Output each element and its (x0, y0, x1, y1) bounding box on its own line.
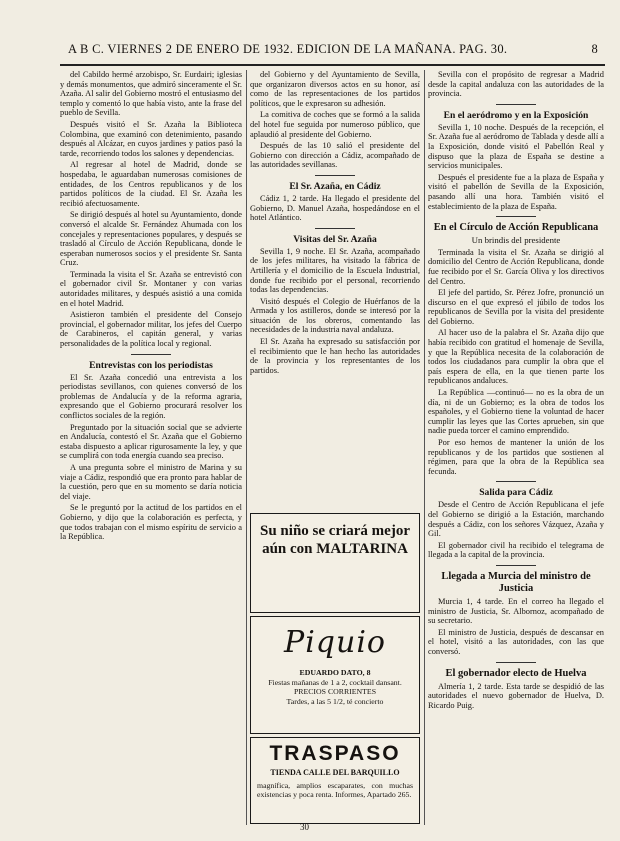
section-separator (496, 104, 536, 105)
article-paragraph: Se dirigió después al hotel su Ayuntamiento, donde conversó el alcalde Sr. Fernández Ahumada con los concejales y representaciones populares, y después se trasladó al Círculo de Acción Republicana, donde le esperaban numerosos socios y el presidente Sr. Santa Cruz. (60, 210, 242, 268)
section-subheading: Un brindis del presidente (471, 235, 561, 246)
section-heading: El Sr. Azaña, en Cádiz (289, 180, 381, 192)
section-heading: En el aeródromo y en la Exposición (443, 109, 589, 121)
ad-piquio-line2: Fiestas mañanas de 1 a 2, cocktail dansant. (268, 677, 402, 687)
header-rule (60, 64, 605, 66)
ad-maltarina-line1: Su niño se criará mejor (260, 523, 410, 539)
section-separator (131, 354, 171, 355)
section-heading: Entrevistas con los periodistas (89, 359, 213, 371)
article-paragraph: Después visitó el Sr. Azaña la Biblioteca Colombina, que examinó con detenimiento, pasando después al Alcázar, en cuyos jardines y patios pasó la tarde, recorriendo todos los salones y dependencias. (60, 119, 242, 158)
column-left (60, 70, 242, 825)
article-paragraph: Al regresar al hotel de Madrid, donde se hospedaba, le aguardaban numerosas comisiones de entidades, de los Centros republicanos y de los partidos políticos de la ciudad. El Sr. Azaña les recibió afectuosamente. (60, 160, 242, 208)
ad-piquio (250, 616, 420, 734)
ad-traspaso (250, 737, 420, 824)
ad-traspaso-title: TRASPASO (269, 742, 401, 765)
column-right (428, 70, 604, 825)
article-paragraph: El ministro de Justicia, después de descansar en el hotel, visitó a las autoridades, con las que conversó. (428, 627, 604, 656)
article-paragraph: El Sr. Azaña ha expresado su satisfacción por el recibimiento que le han hecho las autoridades de la provincia y los representantes de los partidos. (250, 337, 420, 375)
article-paragraph: Al hacer uso de la palabra el Sr. Azaña dijo que había recibido con gratitud el homenaje de Sevilla, y que la República necesita de la colaboración de todos los ciudadanos para cumplir la obra que el país espera de ella, en la que tienen parte los republicanos andaluces. (428, 328, 604, 386)
column-rule-2 (424, 70, 425, 825)
ad-traspaso-body: magnífica, amplios escaparates, con muchas existencias y poca renta. Informes, Apartado 265. (257, 781, 413, 800)
ad-maltarina (250, 513, 420, 613)
article-paragraph: Después el presidente fue a la plaza de España y visitó el pabellón de Sevilla de la Exposición, pasando allí una hora. También visitó el establecimiento de la plaza de España. (428, 172, 604, 211)
section-separator (496, 565, 536, 566)
article-paragraph: Sevilla 1, 9 noche. El Sr. Azaña, acompañado de los jefes militares, ha visitado la fábrica de Artillería y el domicilio de la Escuela Industrial, donde fue recibido por el personal, recorriendo todas las dependencias. (250, 246, 420, 295)
section-separator (496, 481, 536, 482)
header-title: A B C. VIERNES 2 DE ENERO DE 1932. EDICION DE LA MAÑANA. PAG. 30. (68, 42, 508, 56)
section-heading: El gobernador electo de Huelva (445, 667, 587, 679)
article-paragraph: Preguntado por la situación social que se advierte en Andalucía, contestó el Sr. Azaña que el Gobierno estaba dispuesto a aplicar rigurosamente la ley, y que se cumplirá con toda energía cuando sea preciso. (60, 422, 242, 461)
header-page-mark: 8 (591, 42, 598, 56)
article-paragraph: El gobernador civil ha recibido el telegrama de llegada a la capital de la provincia. (428, 540, 604, 560)
section-separator (496, 662, 536, 663)
article-paragraph: Almería 1, 2 tarde. Esta tarde se despidió de las autoridades el nuevo gobernador de Huelva, D. Ricardo Puig. (428, 681, 604, 710)
article-paragraph: El Sr. Azaña concedió una entrevista a los periodistas sevillanos, con quienes conversó de los problemas de Andalucía y de la reforma agraria, expresando que el Gobierno procurará resolver los conflictos sociales de la región. (60, 372, 242, 420)
article-paragraph: Terminada la visita el Sr. Azaña se entrevistó con el gobernador civil Sr. Montaner y con varias autoridades militares, y después asistió a una comida en el hotel Madrid. (60, 269, 242, 308)
ad-maltarina-line2: aún con MALTARINA (262, 541, 408, 557)
article-paragraph: del Cabildo hermé arzobispo, Sr. Eurdairi; iglesias y demás monumentos, que admiró sinceramente el Sr. Azaña. Al salir del Gobierno mostró el entusiasmo del templo y comentó lo que había visto, ante la frase del pueblo de Sevilla. (60, 70, 242, 118)
article-paragraph: Cádiz 1, 2 tarde. Ha llegado el presidente del Gobierno, D. Manuel Azaña, hospedándose en el hotel Atlántico. (250, 193, 420, 223)
article-paragraph: Terminada la visita el Sr. Azaña se dirigió al domicilio del Centro de Acción Republicana, donde fue recibido por el Sr. García Oliva y los directivos del Centro. (428, 247, 604, 286)
article-paragraph: A una pregunta sobre el ministro de Marina y su viaje a Cádiz, respondió que era pronto para hablar de la cuestión, pero que en su momento se daría noticia del viaje. (60, 462, 242, 501)
page-number: 30 (300, 822, 309, 832)
article-paragraph: Murcia 1, 4 tarde. En el correo ha llegado el ministro de Justicia, Sr. Albornoz, acompañado de su secretario. (428, 596, 604, 626)
section-heading: En el Círculo de Acción Republicana (433, 222, 599, 234)
ad-piquio-address: EDUARDO DATO, 8 (299, 668, 371, 677)
section-separator (315, 175, 355, 176)
article-paragraph: Visitó después el Colegio de Huérfanos de la Armada y los astilleros, donde se interesó por la situación de los obreros, comentando las necesidades de la industria naval andaluza. (250, 296, 420, 335)
ad-piquio-logo: Piquio (284, 625, 386, 660)
section-heading: Salida para Cádiz (479, 487, 553, 499)
section-heading: Visitas del Sr. Azaña (293, 233, 377, 245)
ad-traspaso-subtitle: TIENDA CALLE DEL BARQUILLO (270, 768, 400, 777)
article-paragraph: La República —continuó— no es la obra de un día, ni de un Gobierno; es la obra de todos los españoles, y el Gobierno tiene la voluntad de hacer cumplir las leyes que las Cortes aprueben, sin que nadie pueda torcer el camino emprendido. (428, 388, 604, 436)
ad-piquio-line4: Tardes, a las 5 1/2, té concierto (286, 696, 384, 706)
page-header (68, 42, 598, 62)
article-paragraph: Sevilla con el propósito de regresar a Madrid desde la capital andaluza con las autoridades de la provincia. (428, 70, 604, 99)
article-paragraph: del Gobierno y del Ayuntamiento de Sevilla, que organizaron diversos actos en su honor, así como de las representaciones de los partidos políticos, que le expresaron su adhesión. (250, 70, 420, 108)
column-rule-1 (246, 70, 247, 825)
section-heading: Llegada a Murcia del ministro de Justicia (441, 570, 591, 594)
article-paragraph: Se le preguntó por la actitud de los partidos en el Gobierno, y dijo que la colaboración es perfecta, y que todos trabajan con el mismo espíritu de servicio a la República. (60, 503, 242, 542)
article-paragraph: El jefe del partido, Sr. Pérez Jofre, pronunció un discurso en el que expresó el júbilo de todos los republicanos de Sevilla por la visita del presidente del Gobierno. (428, 288, 604, 326)
section-separator (315, 228, 355, 229)
article-paragraph: Asistieron también el presidente del Consejo provincial, el gobernador militar, los jefes del Cuerpo de Carabineros, el capitán general, y varias personalidades de la política local y regional. (60, 310, 242, 349)
column-middle (250, 70, 420, 510)
article-paragraph: La comitiva de coches que se formó a la salida del hotel fue seguida por numeroso público, que aplaudió al presidente del Gobierno. (250, 110, 420, 139)
ad-piquio-line3: PRECIOS CORRIENTES (293, 687, 377, 696)
article-paragraph: Después de las 10 salió el presidente del Gobierno con dirección a Cádiz, acompañado de las autoridades sevillanas. (250, 141, 420, 170)
section-separator (496, 216, 536, 217)
article-paragraph: Sevilla 1, 10 noche. Después de la recepción, el Sr. Azaña fue al aeródromo de Tablada y desde allí a la Exposición, donde visitó el Pabellón Real y dispuso que la plaza de España se destine a servicios municipales. (428, 122, 604, 171)
article-paragraph: Por eso hemos de mantener la unión de los republicanos y de los partidos que sostienen al régimen, para que la obra de la República sea fecunda. (428, 438, 604, 476)
article-paragraph: Desde el Centro de Acción Republicana el jefe del Gobierno se dirigió a la Estación, marchando después a Cádiz, con los señores Vázquez, Azaña y Gil. (428, 500, 604, 539)
